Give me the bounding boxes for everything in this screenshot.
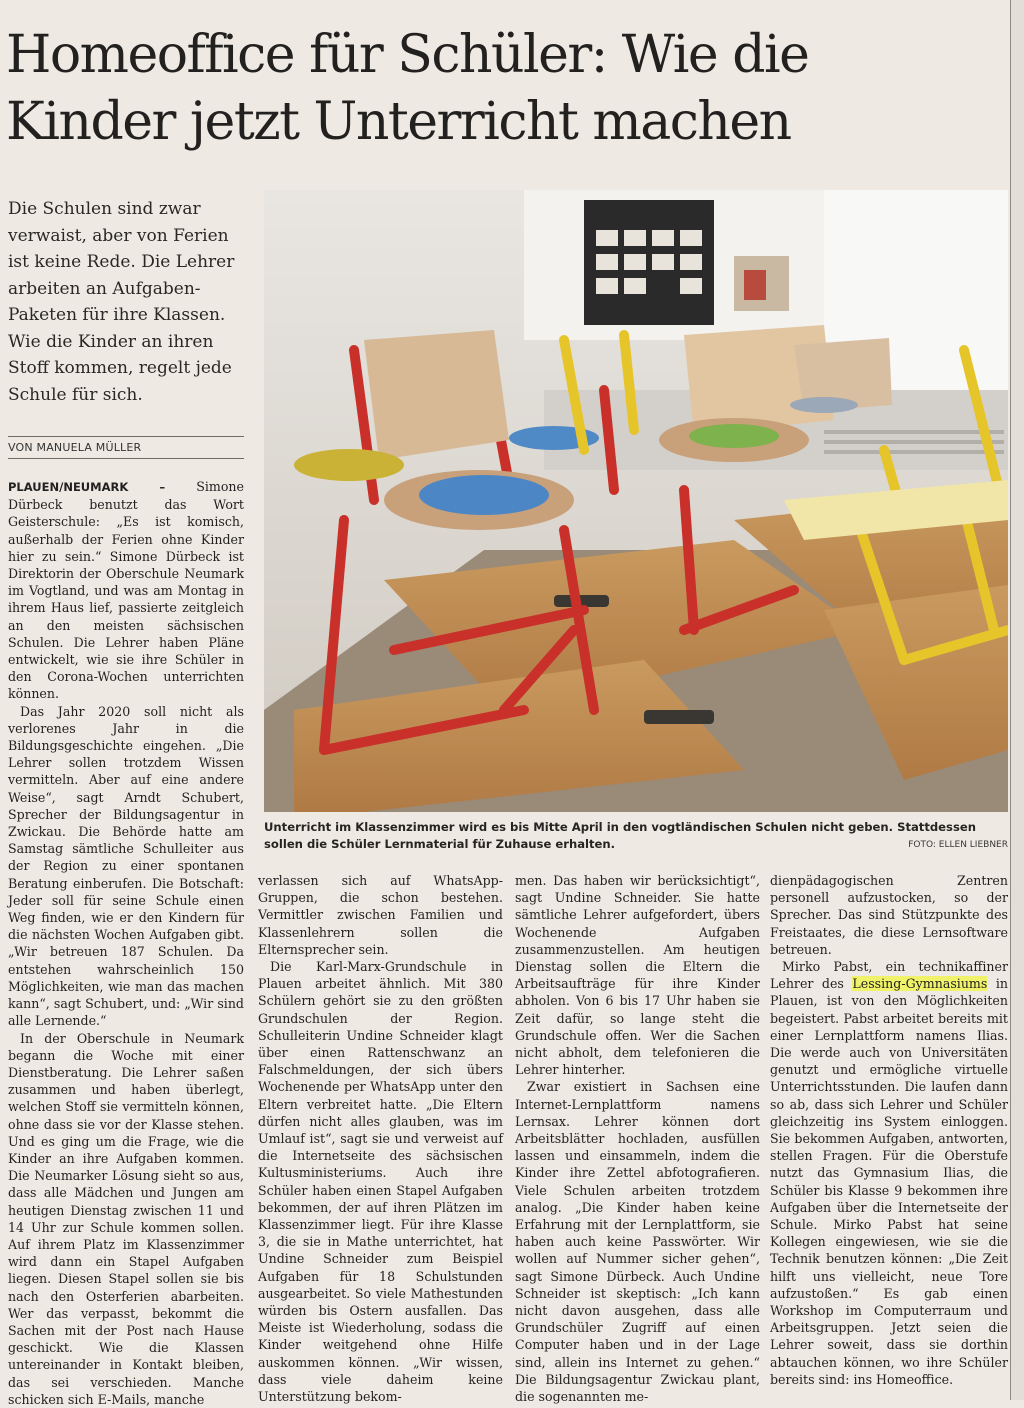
article-column-2 <box>258 872 503 1405</box>
paragraph: Das Jahr 2020 soll nicht als verlorenes Jahr in die Bildungsgeschichte eingehen. „Die Lehrer sollen trotzdem Wissen vermitteln. Aber auf eine andere Weise“, sagt Arndt Schubert, Sprecher der Bildungsagentur in Zwickau. Die Behörde hatte am Samstag sämtliche Schulleiter aus der Region zu einer spontanen Beratung einberufen. Die Botschaft: Jeder soll für seine Schule einen Weg finden, wie er den Kindern für die nächsten Wochen Aufgaben gibt. „Wir betreuen 187 Schulen. Da entstehen wahrscheinlich 150 Möglichkeiten, wie man das machen kann“, sagt Schubert, und: „Wir sind alle Lernende.“ <box>8 703 244 1029</box>
paragraph: In der Oberschule in Neumark begann die Woche mit einer Dienstberatung. Die Lehrer saßen zusammen und haben überlegt, welchen Stoff sie vermitteln können, ohne dass sie vor der Klasse stehen. Und es ging um die Frage, wie die Kinder an ihre Aufgaben kommen. Die Neumarker Lösung sieht so aus, dass alle Mädchen und Jungen am heutigen Dienstag zwischen 11 und 14 Uhr zur Schule kommen sollen. Auf ihrem Platz im Klassenzimmer wird dann ein Stapel Aufgaben liegen. Diesen Stapel sollen sie bis nach den Osterferien abarbeiten. Wer das verpasst, bekommt die Sachen mit der Post nach Hause geschickt. Wie die Klassen untereinander in Kontakt bleiben, das sei verschieden. Manche schicken sich E-Mails, manche <box>8 1030 244 1407</box>
paragraph: verlassen sich auf WhatsApp-Gruppen, die schon bestehen. Vermittler zwischen Familien und Klassenlehrern sollen die Elternsprecher sein. <box>258 873 503 957</box>
headline-line-2: Kinder jetzt Unterricht machen <box>6 92 791 152</box>
headline-line-1: Homeoffice für Schüler: Wie die <box>6 25 809 85</box>
article-column-3 <box>515 872 760 1405</box>
paragraph: Zwar existiert in Sachsen eine Internet-Lernplattform namens Lernsax. Lehrer können dort Arbeitsblätter hochladen, ausfüllen lassen und einsammeln, indem die Kinder ihre Zettel abfotografieren. Viele Schulen arbeiten trotzdem analog. „Die Kinder haben keine Erfahrung mit der Lernplattform, sie haben auch keine Passwörter. Wir wollen auf Nummer sicher gehen“, sagt Simone Dürbeck. Auch Undine Schneider ist skeptisch: „Ich kann nicht davon ausgehen, dass alle Grundschüler Zugriff auf einen Computer haben und in der Lage sind, allein ins Internet zu gehen.“ Die Bildungsagentur Zwickau plant, die sogenannten me- <box>515 1079 760 1405</box>
paragraph: Mirko Pabst, ein technikaffiner Lehrer des Lessing-Gymnasiums in Plauen, ist von den Möglichkeiten begeistert. Pabst arbeitet bereits mit einer Lernplattform namens Ilias. Die werde auch von Universitäten genutzt und ermögliche virtuelle Unterrichtsstunden. Die laufen dann so ab, dass sich Lehrer und Schüler gleichzeitig ins System einloggen. Sie bekommen Aufgaben, antworten, stellen Fragen. Für die Oberstufe nutzt das Gymnasium Ilias, die Schüler bis Klasse 9 bekommen ihre Aufgaben über die Internetseite der Schule. Mirko Pabst hat seine Kollegen eingewiesen, wie sie die Technik benutzen können: „Die Zeit hilft uns vielleicht, neue Tore aufzustoßen.“ Es gab einen Workshop im Computerraum und Arbeitsgruppen. Jetzt seien die Lehrer soweit, dass sie dorthin abtauchen können, wo ihre Schüler bereits sind: ins Homeoffice. <box>770 959 1008 1387</box>
lead-paragraph: Die Schulen sind zwar verwaist, aber von Ferien ist keine Rede. Die Lehrer arbeiten an Aufgaben-Paketen für ihre Klassen. Wie die Kinder an ihren Stoff kommen, regelt jede Schule für sich. <box>8 199 235 405</box>
article-column-4 <box>770 872 1008 1388</box>
paragraph: men. Das haben wir berücksichtigt“, sagt Undine Schneider. Sie hatte sämtliche Lehrer aufgefordert, übers Wochenende Aufgaben zusammenzustellen. Am heutigen Dienstag sollen die Eltern die Arbeitsaufträge für ihre Kinder abholen. Von 6 bis 17 Uhr haben sie Zeit dafür, so lange steht die Grundschule offen. Wer die Sachen nicht abholt, dem telefonieren die Lehrer hinterher. <box>515 873 760 1078</box>
photo-credit: FOTO: ELLEN LIEBNER <box>908 840 1008 850</box>
dateline: PLAUEN/NEUMARK – <box>8 480 166 494</box>
paragraph: Die Karl-Marx-Grundschule in Plauen arbeitet ähnlich. Mit 380 Schülern gehört sie zu den größten Grundschulen der Region. Schulleiterin Undine Schneider klagt über einen Rattenschwanz an Falschmeldungen, der sich übers Wochenende per WhatsApp unter den Eltern verbreitet hatte. „Die Eltern dürfen nicht alles glauben, was im Umlauf ist“, sagt sie und verweist auf die Internetseite des sächsischen Kultusministeriums. Auch ihre Schüler haben einen Stapel Aufgaben bekommen, der auf ihren Plätzen im Klassenzimmer liegt. Für ihre Klasse 3, die sie in Mathe unterrichtet, hat Undine Schneider zum Beispiel Aufgaben für 18 Schulstunden ausgearbeitet. So viele Mathestunden würden bis Ostern ausfallen. Das Meiste ist Wiederholung, sodass die Kinder weitgehend ohne Hilfe auskommen können. „Wir wissen, dass viele daheim keine Unterstützung bekom- <box>258 959 503 1405</box>
highlighted-text: Lessing-Gymnasiums <box>852 976 988 992</box>
photo-caption: Unterricht im Klassenzimmer wird es bis Mitte April in den vogtländischen Schulen nicht geben. Stattdessen sollen die Schüler Lernmaterial für Zuhause erhalten. <box>264 820 976 851</box>
byline: VON MANUELA MÜLLER <box>8 436 244 454</box>
paragraph: dienpädagogischen Zentren personell aufzustocken, so der Sprecher. Das sind Stützpunkte des Freistaates, die diese Lernsoftware betreuen. <box>770 873 1008 957</box>
paragraph: PLAUEN/NEUMARK – Simone Dürbeck benutzt das Wort Geisterschule: „Es ist komisch, außerhalb der Ferien ohne Kinder hier zu sein.“ Simone Dürbeck ist Direktorin der Oberschule Neumark im Vogtland, und was am Montag in ihrem Haus lief, passierte zeitgleich an den meisten sächsischen Schulen. Die Lehrer haben Pläne entwickelt, wie sie ihre Schüler in den Corona-Wochen unterrichten können. <box>8 479 244 702</box>
byline-rule <box>8 458 244 459</box>
classroom-photo <box>264 190 1008 812</box>
adjacent-column-edge <box>1010 0 1024 1400</box>
headline <box>6 22 1006 156</box>
article-column-1 <box>8 478 244 1408</box>
